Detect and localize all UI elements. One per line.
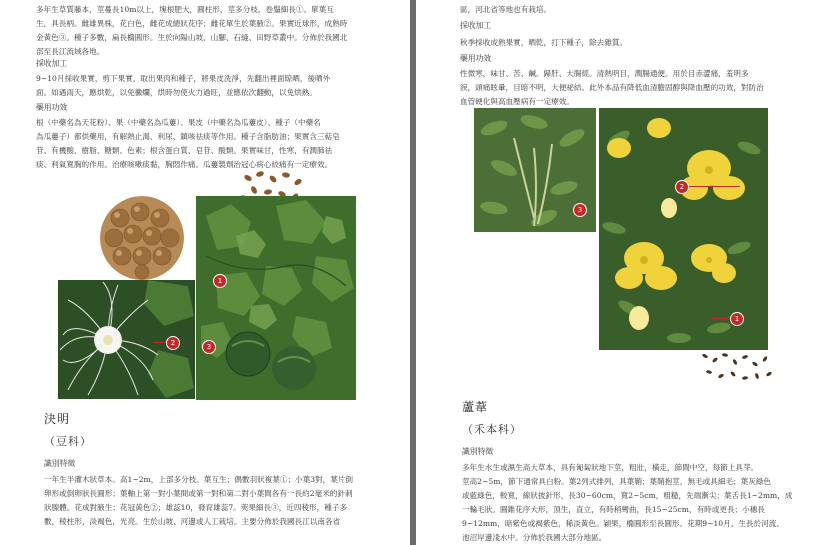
left-page	[0, 0, 410, 545]
right-page	[416, 0, 831, 545]
text-line: 秋季採收成熟果實，晒乾，打下種子，除去雜質。	[460, 38, 628, 47]
section-heading: 識別特徵	[44, 459, 76, 468]
plant-family: （禾本科）	[462, 423, 522, 436]
text-line: 痰、利氣寬胸的作用。治療咳嗽痰黏，胸悶作痛。瓜蔞製劑治冠心病心絞痛有一定療效。	[36, 160, 333, 169]
marker-2: 2	[166, 336, 180, 350]
text-line: 金黃色③。種子多數，扁長橢圓形。生於向陽山坡、山腳、石縫、田野草叢中。分佈於我國北	[36, 33, 348, 42]
text-line: 莖高2~5m，節下通常具白粉。葉2列式排列，具葉鞘；葉鞘抱莖，無毛或具細毛；葉灰綠色	[462, 477, 772, 486]
section-heading: 採收加工	[460, 21, 492, 30]
intro-paragraph	[36, 3, 378, 59]
section-heading: 採收加工	[36, 59, 68, 68]
text-line: 9~10月採收果實，剪下果實，取出果肉和種子，將果皮洗淨，先翻出裡面晾晒，後晒外	[36, 74, 331, 83]
text-line: 或藍綠色，較寬，線狀披針形，長30~60cm，寬2~5cm，粗糙，先端漸尖；葉舌長1~2mm，成	[462, 491, 793, 500]
text-line: 為瓜蔞子）都供藥用，有解熱止渴、利尿、鎮咳祛痰等作用。種子含脂肪油；果實含三萜皂	[36, 132, 340, 141]
text-line: 數，稜柱形，淡褐色，光亮。生於山坡、河邊或人工栽培。主要分佈於我國長江以南各省	[44, 517, 341, 526]
efficacy-paragraph	[36, 116, 378, 172]
text-line: 多年生草質藤本，莖蔓長10m以上，塊根肥大，圓柱形，莖多分枝，卷鬚細長①。單葉互	[36, 5, 334, 14]
text-line: 多年生水生或濕生高大草本，具有匍匐狀地下莖，粗壯，橫走，節間中空，每節上具芽。	[462, 463, 759, 472]
marker-2: 2	[675, 180, 689, 194]
text-line: 部至長江流域各地。	[36, 47, 105, 56]
section-heading: 藥用功效	[36, 103, 68, 112]
gourd-vine-photo	[196, 196, 356, 400]
marker-1: 1	[730, 312, 744, 326]
text-line: 一年生半灌木狀草本。高1~2m，上部多分枝。葉互生；偶數羽狀複葉①；小葉3對，葉片倒	[44, 475, 354, 484]
marker-3: 3	[573, 203, 587, 217]
identification-paragraph	[44, 473, 378, 529]
text-line: 根（中藥名為天花粉）、果（中藥名為瓜蔞）、果皮（中藥名為瓜蔞皮）、種子（中藥名	[36, 118, 321, 127]
marker-1: 1	[213, 274, 227, 288]
text-line: 苷、有機酸、樹脂、糖類、色素；根含蛋白質、皂苷、酸類。果實味甘，性寒，有潤肺祛	[36, 146, 333, 155]
harvest-paragraph	[460, 36, 627, 50]
text-line: 9~12mm，暗紫色或褐紫色，稀淡黃色。穎果，橢圓形至長圓形。花期9~10月。生長於河流、	[462, 519, 784, 528]
text-line: 淚，頭痛眩暈，目暗不明，大便祕結。此外本品有降低血清膽固醇與降血壓的功效，對防治	[460, 83, 764, 92]
text-line: 生，具長柄。雌雄異株，花白色，雌花成總狀花序；雌花單生於葉腋②。果實近球形，成熟時	[36, 19, 348, 28]
text-line: 卵形或倒卵狀長圓形；葉軸上第一對小葉間或第一對和第二對小葉間各有一長約2毫米的針刺	[44, 489, 353, 498]
cassia-flower-photo	[599, 108, 768, 350]
callout-line	[682, 186, 740, 187]
scattered-seeds-image	[699, 350, 775, 384]
text-line: 性微寒，味甘、苦、鹹。歸肝、大腸經。清熱明目，潤腸通便。用於目赤澀痛，羞明多	[460, 69, 749, 78]
section-heading: 識別特徵	[462, 447, 494, 456]
section-heading: 藥用功效	[460, 54, 492, 63]
efficacy-paragraph	[460, 67, 795, 109]
marker-3: 3	[202, 340, 216, 354]
text-line: 血管硬化與高血壓病有一定療效。	[460, 97, 574, 106]
text-line: 一輪毛狀。圓錐花序大形，頂生，直立，有時稍彎曲，長15~25cm，有時或更長；小穗長	[462, 505, 765, 514]
text-line: 面。如遇雨天，應烘乾，以免黴爛，烘時勿使火力過旺，並應依次翻動，以免烘熟。	[36, 88, 317, 97]
plant-family: （豆科）	[44, 435, 92, 448]
seeds-photo	[100, 196, 184, 280]
text-line: 狀腺體。花成對腋生；花冠黃色②；雄蕊10，發育雄蕊7。莢果細長③，近四稜形，種子多	[44, 503, 348, 512]
plant-name: 蘆葦	[462, 400, 489, 414]
text-line: 池沼岸邊淺水中。分佈於我國大部分地區。	[462, 533, 607, 542]
plant-name: 決明	[44, 412, 71, 426]
harvest-paragraph	[36, 72, 378, 100]
identification-paragraph	[462, 461, 797, 545]
continued-line: 區，河北省等地也有栽培。	[460, 5, 552, 14]
